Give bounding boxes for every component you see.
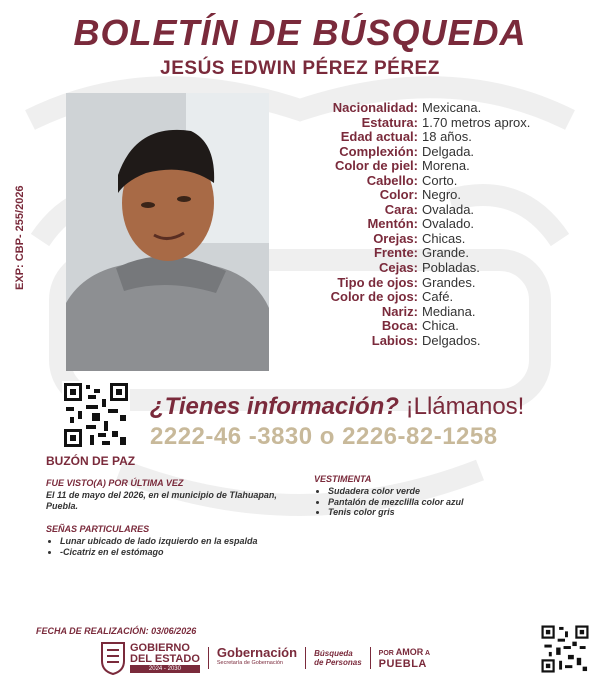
clothing-section (314, 474, 534, 518)
attribute-value: 18 años. (422, 129, 472, 145)
phone-numbers[interactable]: 2222-46 -3830 o 2226-82-1258 (150, 423, 498, 450)
question-text: ¿Tienes información? (150, 393, 399, 420)
attribute-row (290, 101, 590, 116)
attribute-value: Corto. (422, 172, 458, 188)
footer-qr-code[interactable] (540, 624, 590, 674)
attribute-row (290, 217, 590, 232)
gobernacion-title: Gobernación (216, 645, 298, 660)
gobernacion-subtitle: Secretaría de Gobernación (216, 660, 283, 666)
attribute-row (290, 261, 590, 276)
attribute-row (290, 188, 590, 203)
buzon-de-paz-label: BUZÓN DE PAZ (46, 454, 136, 468)
attribute-value: Ovalada. (422, 201, 475, 217)
busqueda-line1: Búsqueda (314, 649, 353, 658)
attribute-label: Color de ojos: (330, 289, 418, 305)
amor-text: AMOR (395, 647, 424, 657)
a-text: A (424, 650, 431, 657)
last-seen-section (46, 478, 286, 512)
attribute-row (290, 305, 590, 320)
attribute-value: Café. (422, 289, 454, 305)
busqueda-line2: de Personas (314, 658, 362, 667)
attribute-label: Nariz: (381, 303, 418, 319)
divider (370, 647, 371, 669)
attribute-row (290, 145, 590, 160)
attribute-label: Color: (379, 187, 418, 203)
attribute-row (290, 159, 590, 174)
attribute-value: Chicas. (422, 230, 466, 246)
last-seen-heading: FUE VISTO(A) POR ÚLTIMA VEZ (46, 478, 184, 488)
info-question (150, 393, 524, 421)
exp-number: EXP: CBP- 255/2026 (14, 185, 26, 290)
attribute-row (290, 334, 590, 349)
features-list (46, 536, 276, 557)
attribute-value: Chica. (422, 318, 459, 334)
gobierno-line1: GOBIERNO (130, 642, 190, 654)
clothing-item: • Tenis color gris (328, 507, 534, 518)
footer-logos (100, 638, 430, 678)
state-shield-icon (100, 641, 126, 675)
attribute-value: Delgados. (422, 332, 481, 348)
attribute-row (290, 246, 590, 261)
attribute-value: Delgada. (422, 143, 475, 159)
attribute-label: Orejas: (373, 230, 418, 246)
attribute-value: 1.70 metros aprox. (422, 114, 531, 130)
attribute-row (290, 319, 590, 334)
puebla-text: PUEBLA (378, 658, 427, 670)
attribute-value: Ovalado. (422, 216, 475, 232)
attribute-label: Nacionalidad: (332, 100, 418, 115)
attribute-label: Edad actual: (340, 129, 418, 145)
gobernacion-logo (217, 647, 297, 669)
attribute-value: Morena. (422, 158, 470, 174)
attribute-label: Complexión: (339, 143, 418, 159)
attribute-value: Mediana. (422, 303, 476, 319)
divider (305, 647, 306, 669)
attribute-label: Frente: (373, 245, 418, 261)
attribute-label: Boca: (381, 318, 418, 334)
attribute-label: Labios: (371, 332, 418, 348)
clothing-heading: VESTIMENTA (314, 474, 372, 484)
clothing-item: • Sudadera color verde (328, 486, 534, 497)
last-seen-text: El 11 de mayo del 2026, en el municipio de Tlahuapan, Puebla. (46, 490, 277, 511)
attribute-value: Mexicana. (422, 100, 482, 115)
attribute-label: Mentón: (367, 216, 418, 232)
gobierno-logo (130, 643, 200, 673)
attribute-row (290, 232, 590, 247)
call-text: ¡Llámanos! (405, 393, 525, 420)
attribute-value: Pobladas. (422, 260, 480, 276)
attribute-label: Color de piel: (334, 158, 418, 174)
attribute-row (290, 174, 590, 189)
attribute-row (290, 203, 590, 218)
attribute-value: Grandes. (422, 274, 476, 290)
creation-date: FECHA DE REALIZACIÓN: 03/06/2026 (36, 626, 197, 636)
attribute-row (290, 116, 590, 131)
buzon-qr-code[interactable] (62, 381, 130, 449)
page-title: BOLETÍN DE BÚSQUEDA (73, 12, 527, 53)
clothing-list (314, 486, 534, 518)
feature-item: • -Cicatriz en el estómago (60, 547, 276, 558)
attribute-row (290, 130, 590, 145)
gobierno-years: 2024 - 2030 (130, 665, 200, 673)
person-name: JESÚS EDWIN PÉREZ PÉREZ (160, 58, 440, 79)
features-heading: SEÑAS PARTICULARES (46, 524, 150, 534)
divider (208, 647, 209, 669)
por-text: POR (378, 650, 394, 657)
physical-description (290, 101, 590, 348)
attribute-label: Cabello: (366, 172, 418, 188)
attribute-row (290, 290, 590, 305)
gobierno-line2: DEL ESTADO (130, 653, 200, 665)
person-photo (66, 93, 269, 371)
feature-item: • Lunar ubicado de lado izquierdo en la espalda (60, 536, 276, 547)
attribute-label: Cejas: (378, 260, 418, 276)
attribute-label: Estatura: (361, 114, 418, 130)
attribute-label: Cara: (384, 201, 418, 217)
busqueda-logo (314, 649, 362, 667)
attribute-label: Tipo de ojos: (337, 274, 418, 290)
attribute-row (290, 276, 590, 291)
distinctive-features-section (46, 524, 276, 557)
clothing-item: • Pantalón de mezclilla color azul (328, 497, 534, 508)
attribute-value: Negro. (422, 187, 462, 203)
por-amor-a-puebla-logo (379, 647, 430, 669)
attribute-value: Grande. (422, 245, 469, 261)
